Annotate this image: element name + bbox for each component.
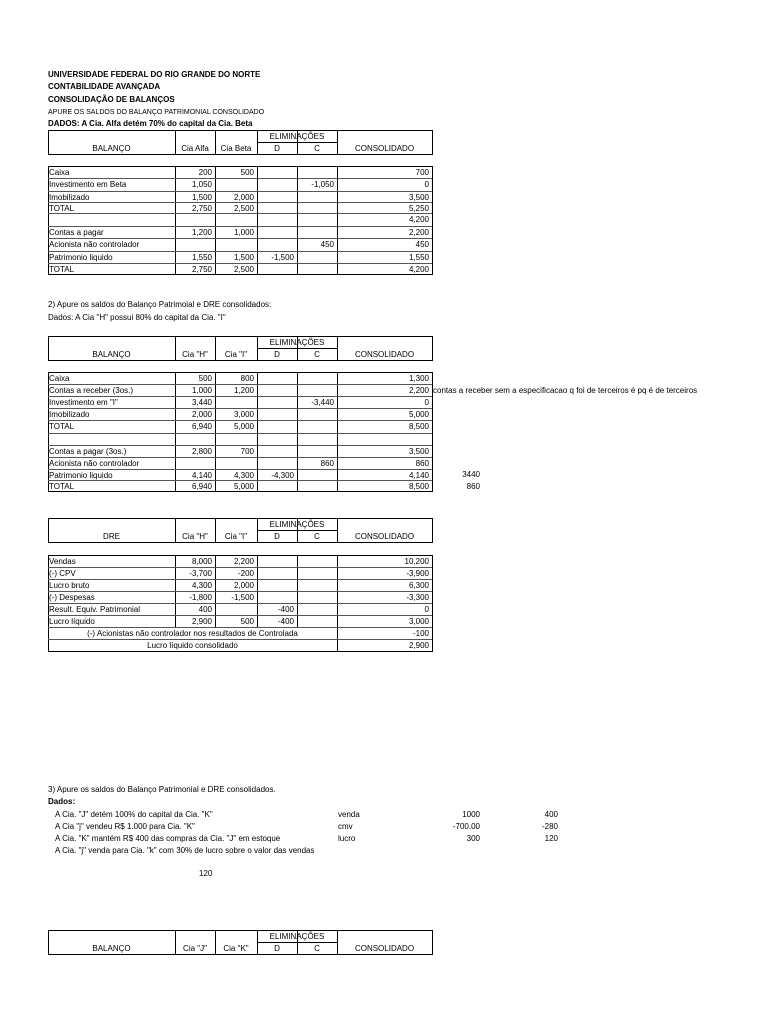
col1-value: 1,000 [191, 386, 212, 395]
consolidado-value: 4,200 [408, 265, 429, 274]
debit-value: -400 [277, 605, 294, 614]
col2-value: 800 [240, 374, 254, 383]
consolidado-value: 5,000 [408, 410, 429, 419]
acionistas-value: -100 [412, 629, 429, 638]
row-label: Contas a pagar (3os.) [49, 447, 127, 456]
row-divider [48, 579, 432, 580]
elim-underline [257, 142, 337, 143]
consolidado-value: 8,500 [408, 482, 429, 491]
row-divider [48, 639, 432, 640]
col2-value: 700 [240, 447, 254, 456]
q2-dados: Dados: A Cia "H" possui 80% do capital da Cia. "I" [48, 313, 226, 322]
col1-value: 2,000 [191, 410, 212, 419]
col2-value: -200 [237, 569, 254, 578]
lucro-consolidado-label: Lucro líquido consolidado [147, 641, 238, 650]
row-label: (-) Despesas [49, 593, 95, 602]
row-divider [48, 178, 432, 179]
first-col-header: BALANÇO [92, 144, 131, 153]
col1-value: 1,200 [191, 228, 212, 237]
row-divider [48, 408, 432, 409]
side-value-3440: 3440 [462, 470, 480, 479]
q3-line-4: A Cia. "j" venda para Cia. "k" com 30% de lucro sobre o valor das vendas [55, 846, 315, 855]
consolidado-value: 1,300 [408, 374, 429, 383]
row-label: Lucro bruto [49, 581, 90, 590]
col2-header: Cia "K" [223, 944, 249, 953]
col2-value: 2,500 [233, 265, 254, 274]
credit-value: -1,050 [311, 180, 334, 189]
col1-value: 6,940 [191, 422, 212, 431]
row-divider [48, 226, 432, 227]
debit-header: D [274, 532, 280, 541]
col2-value: 2,200 [233, 557, 254, 566]
consolidado-value: 2,200 [408, 386, 429, 395]
col2-value: 2,000 [233, 193, 254, 202]
row-divider [48, 263, 432, 264]
col1-header: Cia "H" [182, 350, 208, 359]
side-venda-1: 1000 [462, 810, 480, 819]
row-divider [48, 202, 432, 203]
side-cmv-1: -700.00 [452, 822, 480, 831]
col2-header: Cia "I" [224, 350, 248, 359]
col1-header: Cia "H" [182, 532, 208, 541]
col1-value: 4,300 [191, 581, 212, 590]
header-course: CONTABILIDADE AVANÇADA [48, 82, 161, 91]
side-venda-2: 400 [544, 810, 558, 819]
col1-value: 6,940 [191, 482, 212, 491]
q3-line-3: A Cia. "K" mantém R$ 400 das compras da Cia. "J" em estoque [55, 834, 281, 843]
col2-value: 5,000 [233, 422, 254, 431]
col1-value: 200 [198, 168, 212, 177]
debit-header: D [274, 944, 280, 953]
row-label: Caixa [49, 374, 70, 383]
credit-header: C [314, 532, 320, 541]
col2-value: 4,300 [233, 471, 254, 480]
credit-header: C [314, 350, 320, 359]
row-label: Contas a receber (3os.) [49, 386, 134, 395]
row-divider [48, 480, 432, 481]
lucro-consolidado-value: 2,900 [408, 641, 429, 650]
col2-header: Cia Beta [220, 144, 252, 153]
q3-dados: Dados: [48, 797, 76, 806]
receivables-note: contas a receber sem a especificacao q foi de terceiros é pq é de terceiros [433, 386, 698, 395]
consolidado-value: 10,200 [404, 557, 429, 566]
row-divider [48, 615, 432, 616]
row-divider [48, 603, 432, 604]
row-label: Imobilizado [49, 410, 90, 419]
q3-line-2: A Cia "j" vendeu R$ 1.000 para Cia. "K" [55, 822, 195, 831]
col2-header: Cia "I" [224, 532, 248, 541]
col2-value: 500 [240, 617, 254, 626]
col1-value: 2,900 [191, 617, 212, 626]
col1-value: 400 [198, 605, 212, 614]
consolidado-value: 4,200 [408, 215, 429, 224]
col1-value: -3,700 [189, 569, 212, 578]
col2-value: -1,500 [231, 593, 254, 602]
acionistas-label: (-) Acionistas não controlador nos resultados de Controlada [87, 629, 298, 638]
elim-header: ELIMINAÇÕES [269, 520, 325, 529]
consolidado-value: 5,250 [408, 204, 429, 213]
consolidado-header: CONSOLIDADO [354, 944, 415, 953]
row-divider [48, 445, 432, 446]
first-col-header: BALANÇO [92, 944, 131, 953]
q3-title: 3) Apure os saldos do Balanço Patrimonial e DRE consolidados. [48, 785, 276, 794]
row-divider [48, 457, 432, 458]
elim-underline [257, 348, 337, 349]
col1-header: Cia Alfa [181, 144, 209, 153]
row-label: (-) CPV [49, 569, 76, 578]
consolidado-value: 3,500 [408, 447, 429, 456]
consolidado-value: -3,900 [406, 569, 429, 578]
q3-line-1: A Cia. "J" detém 100% do capital da Cia. "K" [55, 810, 213, 819]
consolidado-value: 450 [415, 240, 429, 249]
row-divider [48, 238, 432, 239]
consolidado-value: 700 [415, 168, 429, 177]
row-divider [48, 433, 432, 434]
consolidado-value: 0 [424, 180, 429, 189]
row-divider [48, 251, 432, 252]
first-col-header: BALANÇO [92, 350, 131, 359]
row-label: Investimento em "I" [49, 398, 118, 407]
col2-value: 500 [240, 168, 254, 177]
col2-value: 2,000 [233, 581, 254, 590]
row-divider [48, 627, 432, 628]
credit-header: C [314, 144, 320, 153]
debit-header: D [274, 350, 280, 359]
col1-value: 1,550 [191, 253, 212, 262]
col2-value: 2,500 [233, 204, 254, 213]
consolidado-value: 2,200 [408, 228, 429, 237]
consolidado-value: 860 [415, 459, 429, 468]
row-label: TOTAL [49, 482, 75, 491]
col2-value: 1,500 [233, 253, 254, 262]
side-value-860: 860 [466, 482, 480, 491]
row-label: TOTAL [49, 265, 75, 274]
q2-title: 2) Apure os saldos do Balanço Patrimoial e DRE consolidados: [48, 300, 272, 309]
row-label: Lucro líquido [49, 617, 95, 626]
col2-value: 1,200 [233, 386, 254, 395]
row-label: TOTAL [49, 422, 75, 431]
row-label: Imobilizado [49, 193, 90, 202]
side-lucro-1: 300 [466, 834, 480, 843]
consolidado-value: 0 [424, 398, 429, 407]
col1-value: 500 [198, 374, 212, 383]
side-cmv-2: -280 [541, 822, 558, 831]
row-divider [48, 567, 432, 568]
credit-value: 860 [320, 459, 334, 468]
col1-value: 8,000 [191, 557, 212, 566]
row-divider [48, 396, 432, 397]
row-label: Caixa [49, 168, 70, 177]
debit-header: D [274, 144, 280, 153]
col1-value: 2,750 [191, 204, 212, 213]
consolidado-value: -3,300 [406, 593, 429, 602]
consolidado-value: 6,300 [408, 581, 429, 590]
consolidado-header: CONSOLIDADO [354, 144, 415, 153]
header-dados: DADOS: A Cia. Alfa detém 70% do capital da Cia. Beta [48, 119, 253, 128]
row-label: Acionista não controlador [49, 459, 140, 468]
side-label-lucro: lucro [338, 834, 356, 843]
credit-value: 450 [320, 240, 334, 249]
credit-value: -3,440 [311, 398, 334, 407]
col1-value: 2,750 [191, 265, 212, 274]
consolidado-value: 4,140 [408, 471, 429, 480]
row-divider [48, 213, 432, 214]
column-divider [297, 372, 298, 491]
consolidado-value: 0 [424, 605, 429, 614]
elim-underline [257, 530, 337, 531]
elim-underline [257, 942, 337, 943]
row-label: Contas a pagar [49, 228, 104, 237]
row-divider [48, 591, 432, 592]
row-divider [48, 469, 432, 470]
side-label-cmv: cmv [338, 822, 353, 831]
header-instruction: APURE OS SALDOS DO BALANÇO PATRIMONIAL CONSOLIDADO [48, 109, 265, 116]
header-topic: CONSOLIDAÇÃO DE BALANÇOS [48, 95, 175, 104]
consolidado-value: 1,550 [408, 253, 429, 262]
col1-value: 1,050 [191, 180, 212, 189]
first-col-header: DRE [103, 532, 120, 541]
debit-value: -4,300 [271, 471, 294, 480]
consolidado-header: CONSOLIDADO [354, 532, 415, 541]
col1-value: 3,440 [191, 398, 212, 407]
col1-header: Cia "J" [183, 944, 207, 953]
consolidado-value: 3,500 [408, 193, 429, 202]
col1-value: 1,500 [191, 193, 212, 202]
row-divider [48, 191, 432, 192]
col2-value: 1,000 [233, 228, 254, 237]
consolidado-header: CONSOLIDADO [354, 350, 415, 359]
row-label: TOTAL [49, 204, 75, 213]
row-label: Vendas [49, 557, 76, 566]
col2-value: 5,000 [233, 482, 254, 491]
debit-value: -1,500 [271, 253, 294, 262]
row-label: Investimento em Beta [49, 180, 127, 189]
elim-header: ELIMINAÇÕES [269, 932, 325, 941]
elim-header: ELIMINAÇÕES [269, 132, 325, 141]
elim-header: ELIMINAÇÕES [269, 338, 325, 347]
row-label: Patrimonio liquido [49, 253, 113, 262]
row-divider [48, 420, 432, 421]
side-lucro-2: 120 [544, 834, 558, 843]
col1-value: 2,800 [191, 447, 212, 456]
row-label: Result. Equiv. Patrimonial [49, 605, 140, 614]
row-label: Patrimonio liquido [49, 471, 113, 480]
consolidado-value: 8,500 [408, 422, 429, 431]
row-divider [48, 384, 432, 385]
value-120: 120 [199, 869, 213, 878]
consolidado-value: 3,000 [408, 617, 429, 626]
col1-value: -1,800 [189, 593, 212, 602]
side-label-venda: venda [338, 810, 360, 819]
credit-header: C [314, 944, 320, 953]
row-label: Acionista não controlador [49, 240, 140, 249]
debit-value: -400 [277, 617, 294, 626]
header-university: UNIVERSIDADE FEDERAL DO RIO GRANDE DO NORTE [48, 70, 261, 79]
col1-value: 4,140 [191, 471, 212, 480]
col2-value: 3,000 [233, 410, 254, 419]
